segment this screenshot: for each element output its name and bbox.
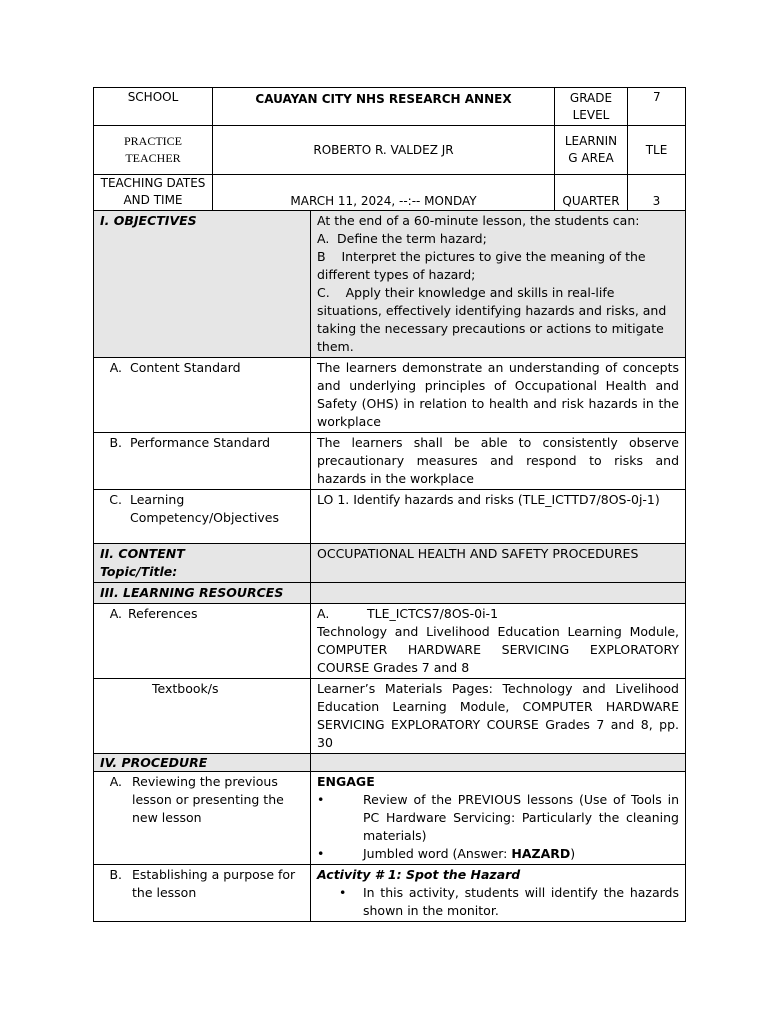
activity-bullet: • In this activity, students will identify the hazards shown in the monitor. — [339, 885, 679, 918]
learning-area-label: LEARNIN G AREA — [555, 126, 628, 175]
quarter-label: QUARTER — [555, 175, 628, 211]
performance-standard-label: B. Performance Standard — [94, 433, 311, 490]
teaching-dates-label: TEACHING DATES AND TIME — [94, 175, 213, 211]
content-row — [94, 544, 686, 583]
performance-standard-text: The learners shall be able to consistently observe precautionary measures and respond to risks and hazards in the workplace — [311, 433, 686, 490]
competency-label: C. Learning Competency/Objectives — [94, 490, 311, 544]
quarter-value: 3 — [628, 175, 686, 211]
references-row — [94, 604, 686, 679]
textbook-label: Textbook/s — [94, 679, 311, 754]
resources-heading-row — [94, 583, 686, 604]
lesson-plan-page — [93, 87, 685, 922]
objectives-heading: I. OBJECTIVES — [94, 211, 311, 358]
school-label: SCHOOL — [94, 88, 213, 126]
grade-level-value: 7 — [628, 88, 686, 126]
competency-row — [94, 490, 686, 544]
school-value: CAUAYAN CITY NHS RESEARCH ANNEX — [213, 88, 555, 126]
procedure-heading: IV. PROCEDURE — [94, 754, 311, 772]
teaching-dates-value: MARCH 11, 2024, --:-- MONDAY — [213, 175, 555, 211]
resources-heading: III. LEARNING RESOURCES — [94, 583, 311, 604]
purpose-text — [311, 865, 686, 922]
practice-teacher-label: PRACTICE TEACHER — [94, 126, 213, 175]
content-topic: OCCUPATIONAL HEALTH AND SAFETY PROCEDURES — [311, 544, 686, 583]
content-standard-label: A. Content Standard — [94, 358, 311, 433]
lesson-plan-table — [93, 211, 686, 922]
practice-teacher-value: ROBERTO R. VALDEZ JR — [213, 126, 555, 175]
references-label: A. References — [94, 604, 311, 679]
review-bullet-1: • Review of the PREVIOUS lessons (Use of Tools in PC Hardware Servicing: Particularly the cleaning materials) — [317, 792, 679, 843]
objective-c: C. Apply their knowledge and skills in real-life situations, effectively identifying hazards and risks, and taking the necessary precautions or actions to mitigate them. — [317, 285, 667, 354]
review-bullet-2: • Jumbled word (Answer: HAZARD) — [317, 846, 576, 861]
learning-area-value: TLE — [628, 126, 686, 175]
review-label: A. Reviewing the previous lesson or presenting the new lesson — [94, 772, 311, 865]
purpose-row — [94, 865, 686, 922]
objectives-cell — [311, 211, 686, 358]
review-row — [94, 772, 686, 865]
review-text — [311, 772, 686, 865]
references-text: A. TLE_ICTCS7/8OS-0i-1 Technology and Livelihood Education Learning Module, COMPUTER HARDWARE SERVICING EXPLORATORY COURSE Grades 7 and 8 — [311, 604, 686, 679]
content-standard-text: The learners demonstrate an understanding of concepts and underlying principles of Occupational Health and Safety (OHS) in relation to health and risk hazards in the workplace — [311, 358, 686, 433]
activity-title: Activity # 1: Spot the Hazard — [317, 867, 521, 882]
objectives-row — [94, 211, 686, 358]
procedure-heading-row — [94, 754, 686, 772]
textbook-text: Learner’s Materials Pages: Technology and Livelihood Education Learning Module, COMPUTER HARDWARE SERVICING EXPLORATORY COURSE Grades 7 and 8, pp. 30 — [311, 679, 686, 754]
objectives-intro: At the end of a 60-minute lesson, the students can: — [317, 213, 640, 228]
purpose-label: B. Establishing a purpose for the lesson — [94, 865, 311, 922]
content-heading: II. CONTENT Topic/Title: — [94, 544, 311, 583]
competency-text: LO 1. Identify hazards and risks (TLE_ICTTD7/8OS-0j-1) — [311, 490, 686, 544]
grade-level-label: GRADE LEVEL — [555, 88, 628, 126]
performance-standard-row — [94, 433, 686, 490]
content-standard-row — [94, 358, 686, 433]
objective-b: B Interpret the pictures to give the meaning of the different types of hazard; — [317, 249, 646, 282]
objective-a: A. Define the term hazard; — [317, 231, 487, 246]
engage-label: ENGAGE — [317, 774, 375, 789]
textbook-row — [94, 679, 686, 754]
header-table — [93, 87, 686, 211]
